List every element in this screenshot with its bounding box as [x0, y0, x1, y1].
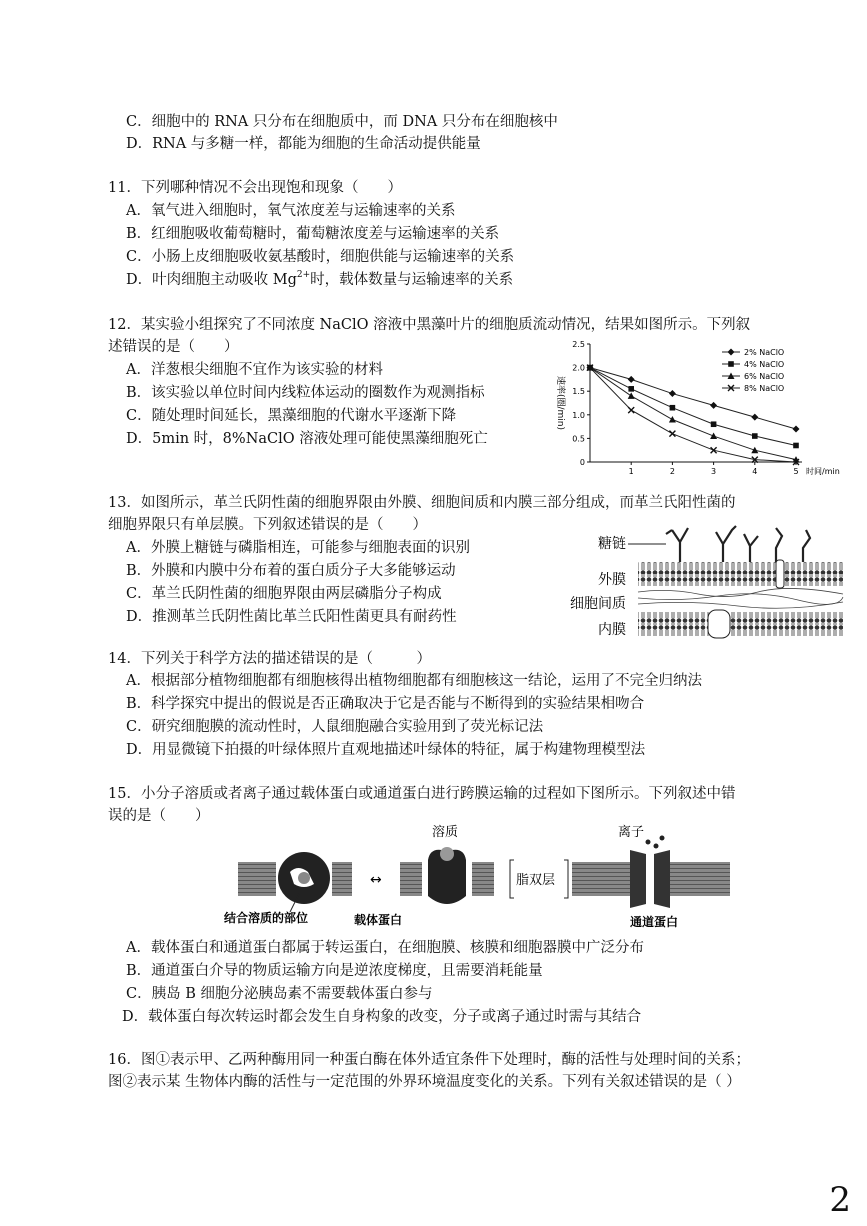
- label-binding-site: 结合溶质的部位: [224, 911, 309, 925]
- q14-stem: 14．下列关于科学方法的描述错误的是（ ）: [108, 651, 431, 667]
- data-point: [751, 414, 758, 421]
- q11-option-c: C．小肠上皮细胞吸收氨基酸时，细胞供能与运输速率的关系: [126, 249, 515, 265]
- data-point: [669, 416, 676, 423]
- data-point: [710, 433, 717, 440]
- q12-option-b: B．该实验以单位时间内线粒体运动的圈数作为观测指标: [126, 385, 485, 401]
- label-inner-membrane: 内膜: [598, 622, 626, 638]
- q11-option-d: [126, 270, 513, 290]
- page-number: 2: [829, 1180, 851, 1220]
- q11-option-d-text-2: 时，载体数量与运输速率的关系: [310, 272, 514, 288]
- y-axis-label: 速率(圈/min): [555, 375, 565, 431]
- q12-stem-2: 述错误的是（ ）: [108, 339, 239, 355]
- q14-option-d: D．用显微镜下拍摄的叶绿体照片直观地描述叶绿体的特征，属于构建物理模型法: [126, 742, 646, 758]
- data-point: [670, 405, 676, 411]
- data-point: [669, 390, 676, 397]
- q15-option-d: D．载体蛋白每次转运时都会发生自身构象的改变，分子或离子通过时需与其结合: [122, 1009, 642, 1025]
- q13-option-c: C．革兰氏阴性菌的细胞界限由两层磷脂分子构成: [126, 586, 442, 602]
- q12-stem-1: 12．某实验小组探究了不同浓度 NaClO 溶液中黑藻叶片的细胞质流动情况，结果如图所示。下列叙: [108, 317, 751, 333]
- data-point: [628, 392, 635, 399]
- legend-label: 8% NaClO: [744, 384, 785, 393]
- data-point: [793, 425, 800, 432]
- q11-option-d-text: D．叶肉细胞主动吸收 Mg: [126, 272, 297, 288]
- label-carrier-protein: 载体蛋白: [354, 913, 403, 927]
- label-solute: 溶质: [432, 825, 459, 840]
- label-channel-protein: 通道蛋白: [630, 915, 679, 929]
- cell-envelope-figure: [538, 522, 848, 652]
- q13-stem-1: 13．如图所示，革兰氏阴性菌的细胞界限由外膜、细胞间质和内膜三部分组成，而革兰氏阳性菌的: [108, 495, 736, 511]
- series-line: [590, 368, 796, 460]
- data-point: [752, 433, 758, 439]
- x-tick-label: 5: [793, 467, 799, 476]
- legend-label: 6% NaClO: [744, 372, 785, 381]
- mg-charge: 2+: [296, 270, 311, 280]
- q15-option-c: C．胰岛 B 细胞分泌胰岛素不需要载体蛋白参与: [126, 986, 433, 1002]
- data-point: [728, 349, 735, 356]
- label-outer-membrane: 外膜: [598, 572, 626, 588]
- q12-option-a: A．洋葱根尖细胞不宜作为该实验的材料: [126, 362, 383, 378]
- q15-stem-1: 15．小分子溶质或者离子通过载体蛋白或通道蛋白进行跨膜运输的过程如下图所示。下列叙述中错: [108, 786, 736, 802]
- label-sugar-chain: 糖链: [598, 536, 626, 552]
- q12-option-d: D．5min 时，8%NaClO 溶液处理可能使黑藻细胞死亡: [126, 431, 488, 447]
- nacl-flow-chart: [548, 336, 858, 478]
- data-point: [628, 376, 635, 383]
- sugar-chains: [666, 526, 810, 562]
- q13-option-a: A．外膜上糖链与磷脂相连，可能参与细胞表面的识别: [126, 540, 470, 556]
- data-point: [669, 431, 675, 437]
- legend-label: 2% NaClO: [744, 348, 785, 357]
- q13-option-d: D．推测革兰氏阴性菌比革兰氏阳性菌更具有耐药性: [126, 609, 457, 625]
- q13-stem-2: 细胞界限只有单层膜。下列叙述错误的是（ ）: [108, 517, 427, 533]
- data-point: [711, 421, 717, 427]
- q11-stem: 11．下列哪种情况不会出现饱和现象（ ）: [108, 180, 402, 196]
- data-point: [628, 407, 634, 413]
- q14-option-c: C．研究细胞膜的流动性时，人鼠细胞融合实验用到了荧光标记法: [126, 719, 544, 735]
- q12-option-c: C．随处理时间延长，黑藻细胞的代谢水平逐渐下降: [126, 408, 457, 424]
- q14-option-a: A．根据部分植物细胞都有细胞核得出植物细胞都有细胞核这一结论，运用了不完全归纳法: [126, 673, 702, 689]
- q15-stem-2: 误的是（ ）: [108, 808, 210, 824]
- series-line: [590, 368, 796, 462]
- y-tick-label: 0: [579, 458, 585, 467]
- label-lipid-bilayer: 脂双层: [516, 873, 556, 888]
- q16-stem-1: 16．图①表示甲、乙两种酶用同一种蛋白酶在体外适宜条件下处理时，酶的活性与处理时间的关系；: [108, 1052, 750, 1068]
- x-tick-label: 1: [628, 467, 634, 476]
- x-axis-label: 时间/min: [806, 467, 840, 476]
- data-point: [628, 386, 634, 392]
- q14-option-b: B．科学探究中提出的假说是否正确取决于它是否能与不断得到的实验结果相吻合: [126, 696, 645, 712]
- label-periplasm: 细胞间质: [570, 596, 626, 612]
- y-tick-label: 1.0: [572, 410, 585, 420]
- legend-label: 4% NaClO: [744, 360, 785, 369]
- data-point: [710, 402, 717, 409]
- arrow-icon: ↔: [370, 872, 382, 888]
- q16-stem-2: 图②表示某 生物体内酶的活性与一定范围的外界环境温度变化的关系。下列有关叙述错误的是（ ）: [108, 1074, 741, 1090]
- y-tick-label: 0.5: [572, 434, 585, 444]
- q13-option-b: B．外膜和内膜中分布着的蛋白质分子大多能够运动: [126, 563, 456, 579]
- q11-option-a: A．氧气进入细胞时，氧气浓度差与运输速率的关系: [126, 203, 456, 219]
- q11-option-b: B．红细胞吸收葡萄糖时，葡萄糖浓度差与运输速率的关系: [126, 226, 500, 242]
- x-tick-label: 2: [669, 467, 675, 476]
- q10-option-c: C．细胞中的 RNA 只分布在细胞质中，而 DNA 只分布在细胞核中: [126, 114, 558, 130]
- x-tick-label: 3: [711, 467, 717, 476]
- data-point: [793, 443, 799, 449]
- transport-figure: [220, 820, 740, 930]
- y-tick-label: 1.5: [572, 387, 585, 397]
- label-ion: 离子: [618, 825, 645, 840]
- q15-option-a: A．载体蛋白和通道蛋白都属于转运蛋白，在细胞膜、核膜和细胞器膜中广泛分布: [126, 940, 644, 956]
- q10-option-d: D．RNA 与多糖一样，都能为细胞的生命活动提供能量: [126, 136, 481, 152]
- x-tick-label: 4: [752, 467, 758, 476]
- y-tick-label: 2.5: [572, 340, 585, 349]
- y-tick-label: 2.0: [572, 363, 585, 373]
- q15-option-b: B．通道蛋白介导的物质运输方向是逆浓度梯度，且需要消耗能量: [126, 963, 543, 979]
- data-point: [728, 361, 734, 367]
- data-point: [751, 447, 758, 454]
